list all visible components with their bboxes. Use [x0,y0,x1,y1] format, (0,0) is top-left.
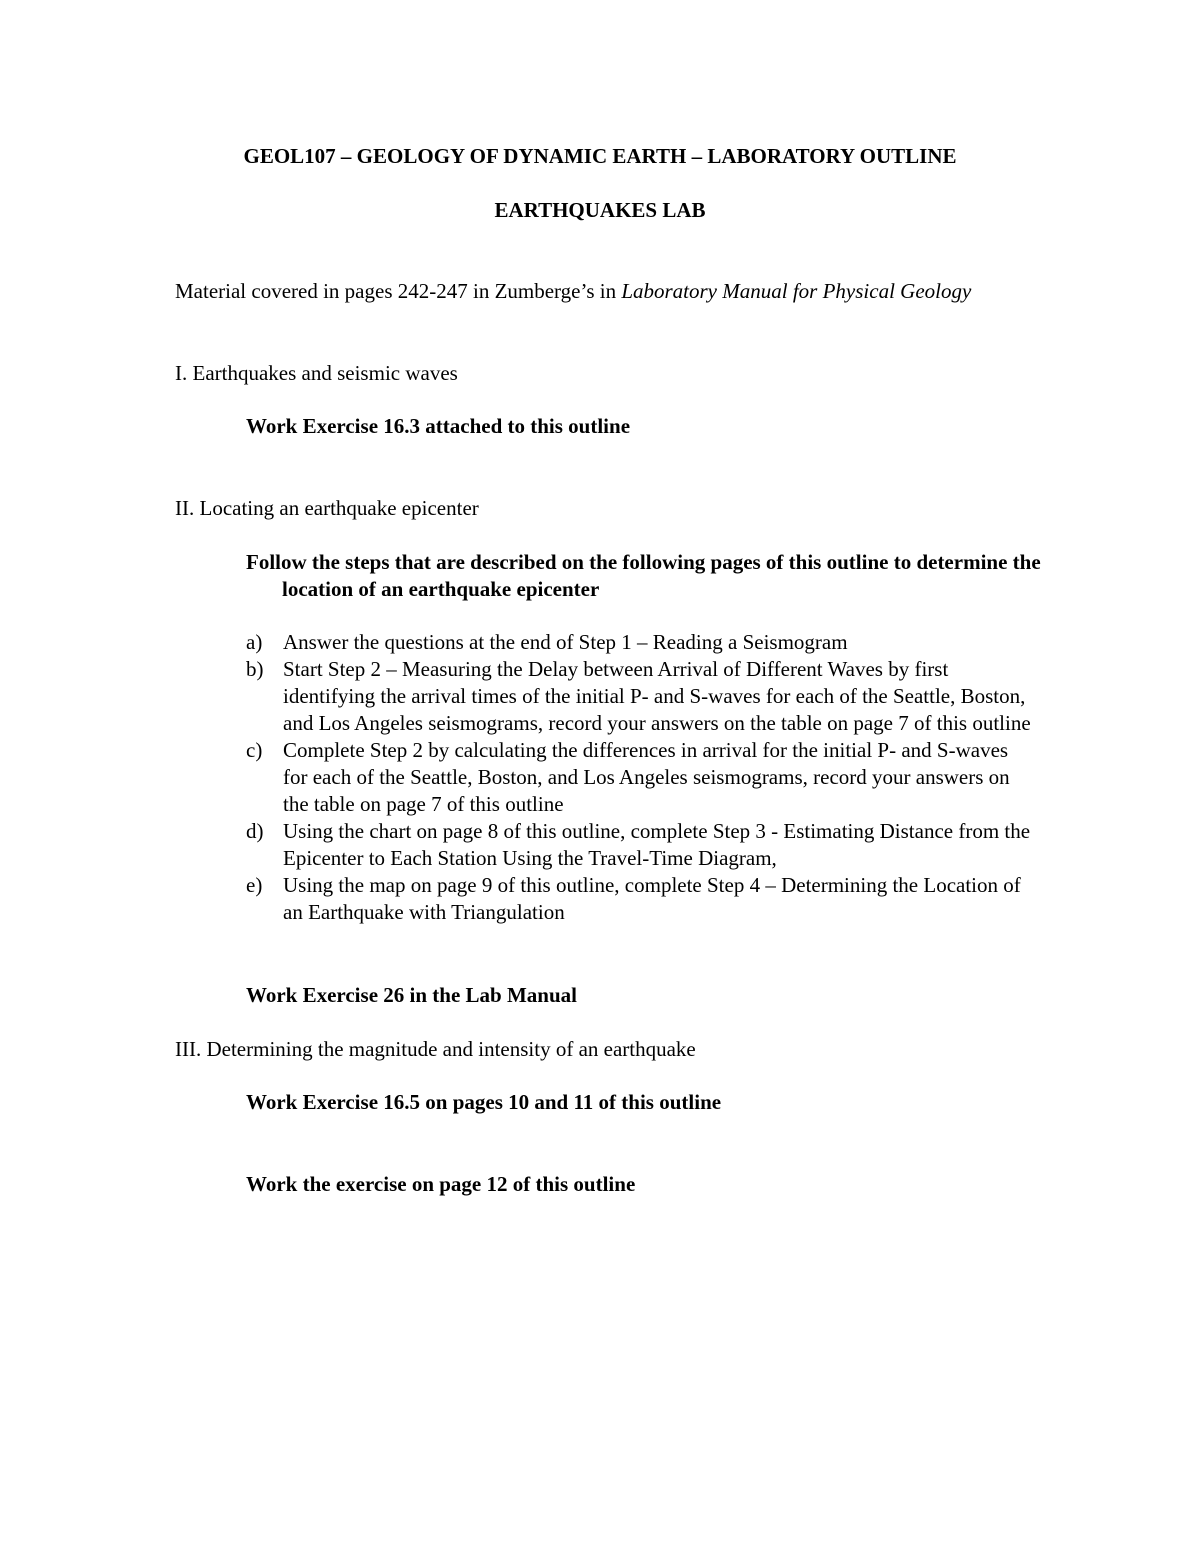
list-item [246,629,1036,656]
list-item-text: Answer the questions at the end of Step 1 – Reading a Seismogram [283,630,848,654]
book-title: Laboratory Manual for Physical Geology [621,279,972,303]
section-1-instruction: Work Exercise 16.3 attached to this outline [246,414,631,438]
section-2-closing-instruction: Work Exercise 26 in the Lab Manual [246,983,577,1007]
section-heading-3: III. Determining the magnitude and intensity of an earthquake [175,1037,696,1061]
material-covered [175,278,1041,305]
section-heading-2: II. Locating an earthquake epicenter [175,496,479,520]
list-item [246,656,1036,737]
list-marker: e) [246,873,263,897]
list-item-text: Using the chart on page 8 of this outline, complete Step 3 - Estimating Distance from the Epicenter to Each Station Using the Travel-Time Diagram, [283,819,1031,870]
list-item-text: Using the map on page 9 of this outline, complete Step 4 – Determining the Location of an Earthquake with Triangulation [283,873,1021,924]
list-marker: d) [246,819,264,843]
steps-list [246,629,1036,926]
list-marker: a) [246,630,263,654]
section-heading-1: I. Earthquakes and seismic waves [175,361,458,385]
list-marker: b) [246,657,264,681]
list-item [246,737,1036,818]
course-title: GEOL107 – GEOLOGY OF DYNAMIC EARTH – LABORATORY OUTLINE [243,144,957,168]
list-item [246,818,1036,872]
list-marker: c) [246,738,263,762]
lab-title: EARTHQUAKES LAB [494,198,706,222]
list-item-text: Start Step 2 – Measuring the Delay between Arrival of Different Waves by first identifying the arrival times of the initial P- and S-waves for each of the Seattle, Boston, and Los Angeles seismograms, record your answers on the table on page 7 of this outline [283,657,1031,735]
list-item [246,872,1036,926]
section-3-instruction: Work Exercise 16.5 on pages 10 and 11 of this outline [246,1090,722,1114]
material-prefix: Material covered in pages 242-247 in Zumberge’s in [175,279,622,303]
section-3-closing-instruction: Work the exercise on page 12 of this outline [246,1172,636,1196]
list-item-text: Complete Step 2 by calculating the differences in arrival for the initial P- and S-waves for each of the Seattle, Boston, and Los Angeles seismograms, record your answers on the table on page 7 of this outline [283,738,1010,816]
section-2-instruction: Follow the steps that are described on the following pages of this outline to determine the location of an earthquake epicenter [246,550,1041,601]
